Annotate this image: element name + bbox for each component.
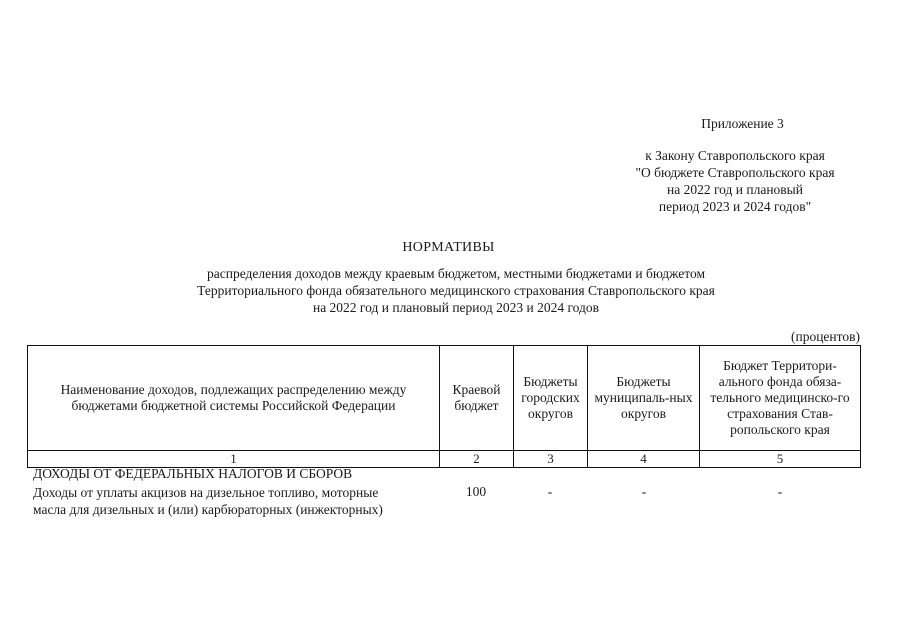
table-header-row xyxy=(28,346,861,451)
column-header-municipal-districts: Бюджеты муниципаль-ных округов xyxy=(588,346,700,451)
document-title: НОРМАТИВЫ xyxy=(402,240,495,255)
section-heading: ДОХОДЫ ОТ ФЕДЕРАЛЬНЫХ НАЛОГОВ И СБОРОВ xyxy=(33,466,353,481)
income-item-line: масла для дизельных и (или) карбюраторных (инжекторных) xyxy=(33,502,383,517)
subtitle-line: на 2022 год и плановый период 2023 и 2024 годов xyxy=(312,300,600,315)
appendix-label: Приложение 3 xyxy=(701,116,784,131)
income-item-line: Доходы от уплаты акцизов на дизельное топливо, моторные xyxy=(33,485,379,500)
column-header-medical-insurance-fund: Бюджет Территори-ального фонда обяза-тельного медицинско-го страхования Став-ропольского края xyxy=(700,346,861,451)
law-line: "О бюджете Ставропольского края xyxy=(635,165,835,180)
column-header-income-name: Наименование доходов, подлежащих распределению между бюджетами бюджетной системы Российской Федерации xyxy=(28,346,440,451)
subtitle-line: распределения доходов между краевым бюджетом, местными бюджетами и бюджетом xyxy=(206,266,705,281)
law-line: к Закону Ставропольского края xyxy=(645,148,825,163)
subtitle-line: Территориального фонда обязательного медицинского страхования Ставропольского края xyxy=(197,283,715,298)
value-city-districts: - xyxy=(547,484,553,499)
law-line: на 2022 год и плановый xyxy=(667,182,803,197)
column-header-regional-budget: Краевой бюджет xyxy=(440,346,514,451)
value-medical-insurance-fund: - xyxy=(777,484,783,499)
table-number-row xyxy=(28,451,861,468)
column-number: 3 xyxy=(514,451,588,468)
value-municipal-districts: - xyxy=(641,484,647,499)
column-header-city-districts: Бюджеты городских округов xyxy=(514,346,588,451)
income-item-name xyxy=(33,484,435,518)
column-number: 4 xyxy=(588,451,700,468)
law-reference xyxy=(600,147,870,215)
value-regional-budget: 100 xyxy=(465,484,487,499)
column-number: 1 xyxy=(28,451,440,468)
column-number: 5 xyxy=(700,451,861,468)
law-line: период 2023 и 2024 годов" xyxy=(658,199,812,214)
unit-label: (процентов) xyxy=(790,329,860,344)
norms-table xyxy=(27,345,861,468)
document-subtitle xyxy=(150,265,762,316)
column-number: 2 xyxy=(440,451,514,468)
